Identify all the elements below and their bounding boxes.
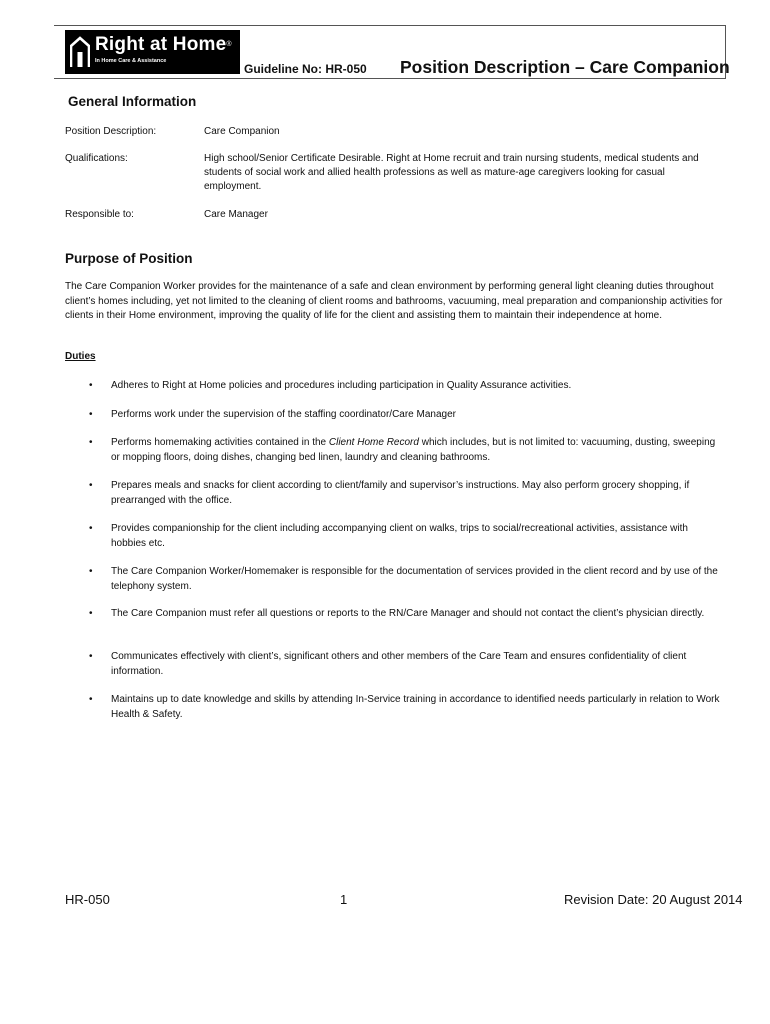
logo-name: Right at Home®	[95, 34, 232, 55]
duty-text: The Care Companion Worker/Homemaker is responsible for the documentation of services provided in the client record and by use of the telephony system.	[111, 566, 718, 592]
duties-heading: Duties	[65, 351, 96, 362]
footer-page-number: 1	[340, 892, 348, 907]
bullet: •	[89, 480, 93, 491]
logo-tagline: In Home Care & Assistance	[95, 58, 167, 64]
duty-text: Prepares meals and snacks for client according to client/family and supervisor’s instructions. May also perform grocery shopping, if prearranged with the office.	[111, 480, 690, 506]
qualifications-value: High school/Senior Certificate Desirable. Right at Home recruit and train nursing students, medical students and students of social work and allied health professions as well as mature-age caregivers looking for casual employment.	[204, 153, 699, 192]
duty-text: Performs work under the supervision of the staffing coordinator/Care Manager	[111, 409, 456, 420]
logo	[65, 30, 240, 74]
responsible-to-value: Care Manager	[204, 209, 268, 220]
duty-text: The Care Companion must refer all questions or reports to the RN/Care Manager and should not contact the client’s physician directly.	[111, 608, 705, 619]
bullet: •	[89, 523, 93, 534]
bullet: •	[89, 409, 93, 420]
bullet: •	[89, 694, 93, 705]
qualifications-label: Qualifications:	[65, 153, 128, 164]
guideline-number: Guideline No: HR-050	[244, 62, 367, 76]
responsible-to-label: Responsible to:	[65, 209, 134, 220]
bullet: •	[89, 380, 93, 391]
position-description-value: Care Companion	[204, 126, 280, 137]
duty-text: Provides companionship for the client including accompanying client on walks, trips to social/recreational activities, assistance with hobbies etc.	[111, 523, 688, 549]
duty-text: Maintains up to date knowledge and skills by attending In-Service training in accordance to identified needs particularly in relation to Work Health & Safety.	[111, 694, 720, 720]
duty-text: Performs homemaking activities contained in the Client Home Record which includes, but is not limited to: vacuuming, dusting, sweeping or mopping floors, doing dishes, changing bed linen, laundry and cleaning bathrooms.	[111, 437, 716, 463]
document-title: Position Description – Care Companion	[400, 57, 730, 77]
purpose-heading: Purpose of Position	[65, 251, 193, 266]
client-home-record-term: Client Home Record	[328, 437, 419, 448]
bullet: •	[89, 437, 93, 448]
bullet: •	[89, 651, 93, 662]
house-icon	[70, 36, 90, 68]
footer-document-code: HR-050	[65, 892, 110, 907]
bullet: •	[89, 608, 93, 619]
position-description-label: Position Description:	[65, 126, 157, 137]
general-information-heading: General Information	[68, 94, 197, 109]
footer-revision-date: Revision Date: 20 August 2014	[564, 892, 743, 907]
duty-text: Adheres to Right at Home policies and procedures including participation in Quality Assurance activities.	[111, 380, 572, 391]
duty-text: Communicates effectively with client’s, significant others and other members of the Care Team and ensures confidentiality of client information.	[111, 651, 687, 677]
purpose-paragraph: The Care Companion Worker provides for the maintenance of a safe and clean environment by performing general light cleaning duties throughout client’s homes including, yet not limited to the cleaning of client rooms and bathrooms, vacuuming, meal preparation and companionship activities for clients in their Home environment, improving the quality of life for the client and assisting them to maintain their independence at home.	[65, 281, 723, 322]
bullet: •	[89, 566, 93, 577]
